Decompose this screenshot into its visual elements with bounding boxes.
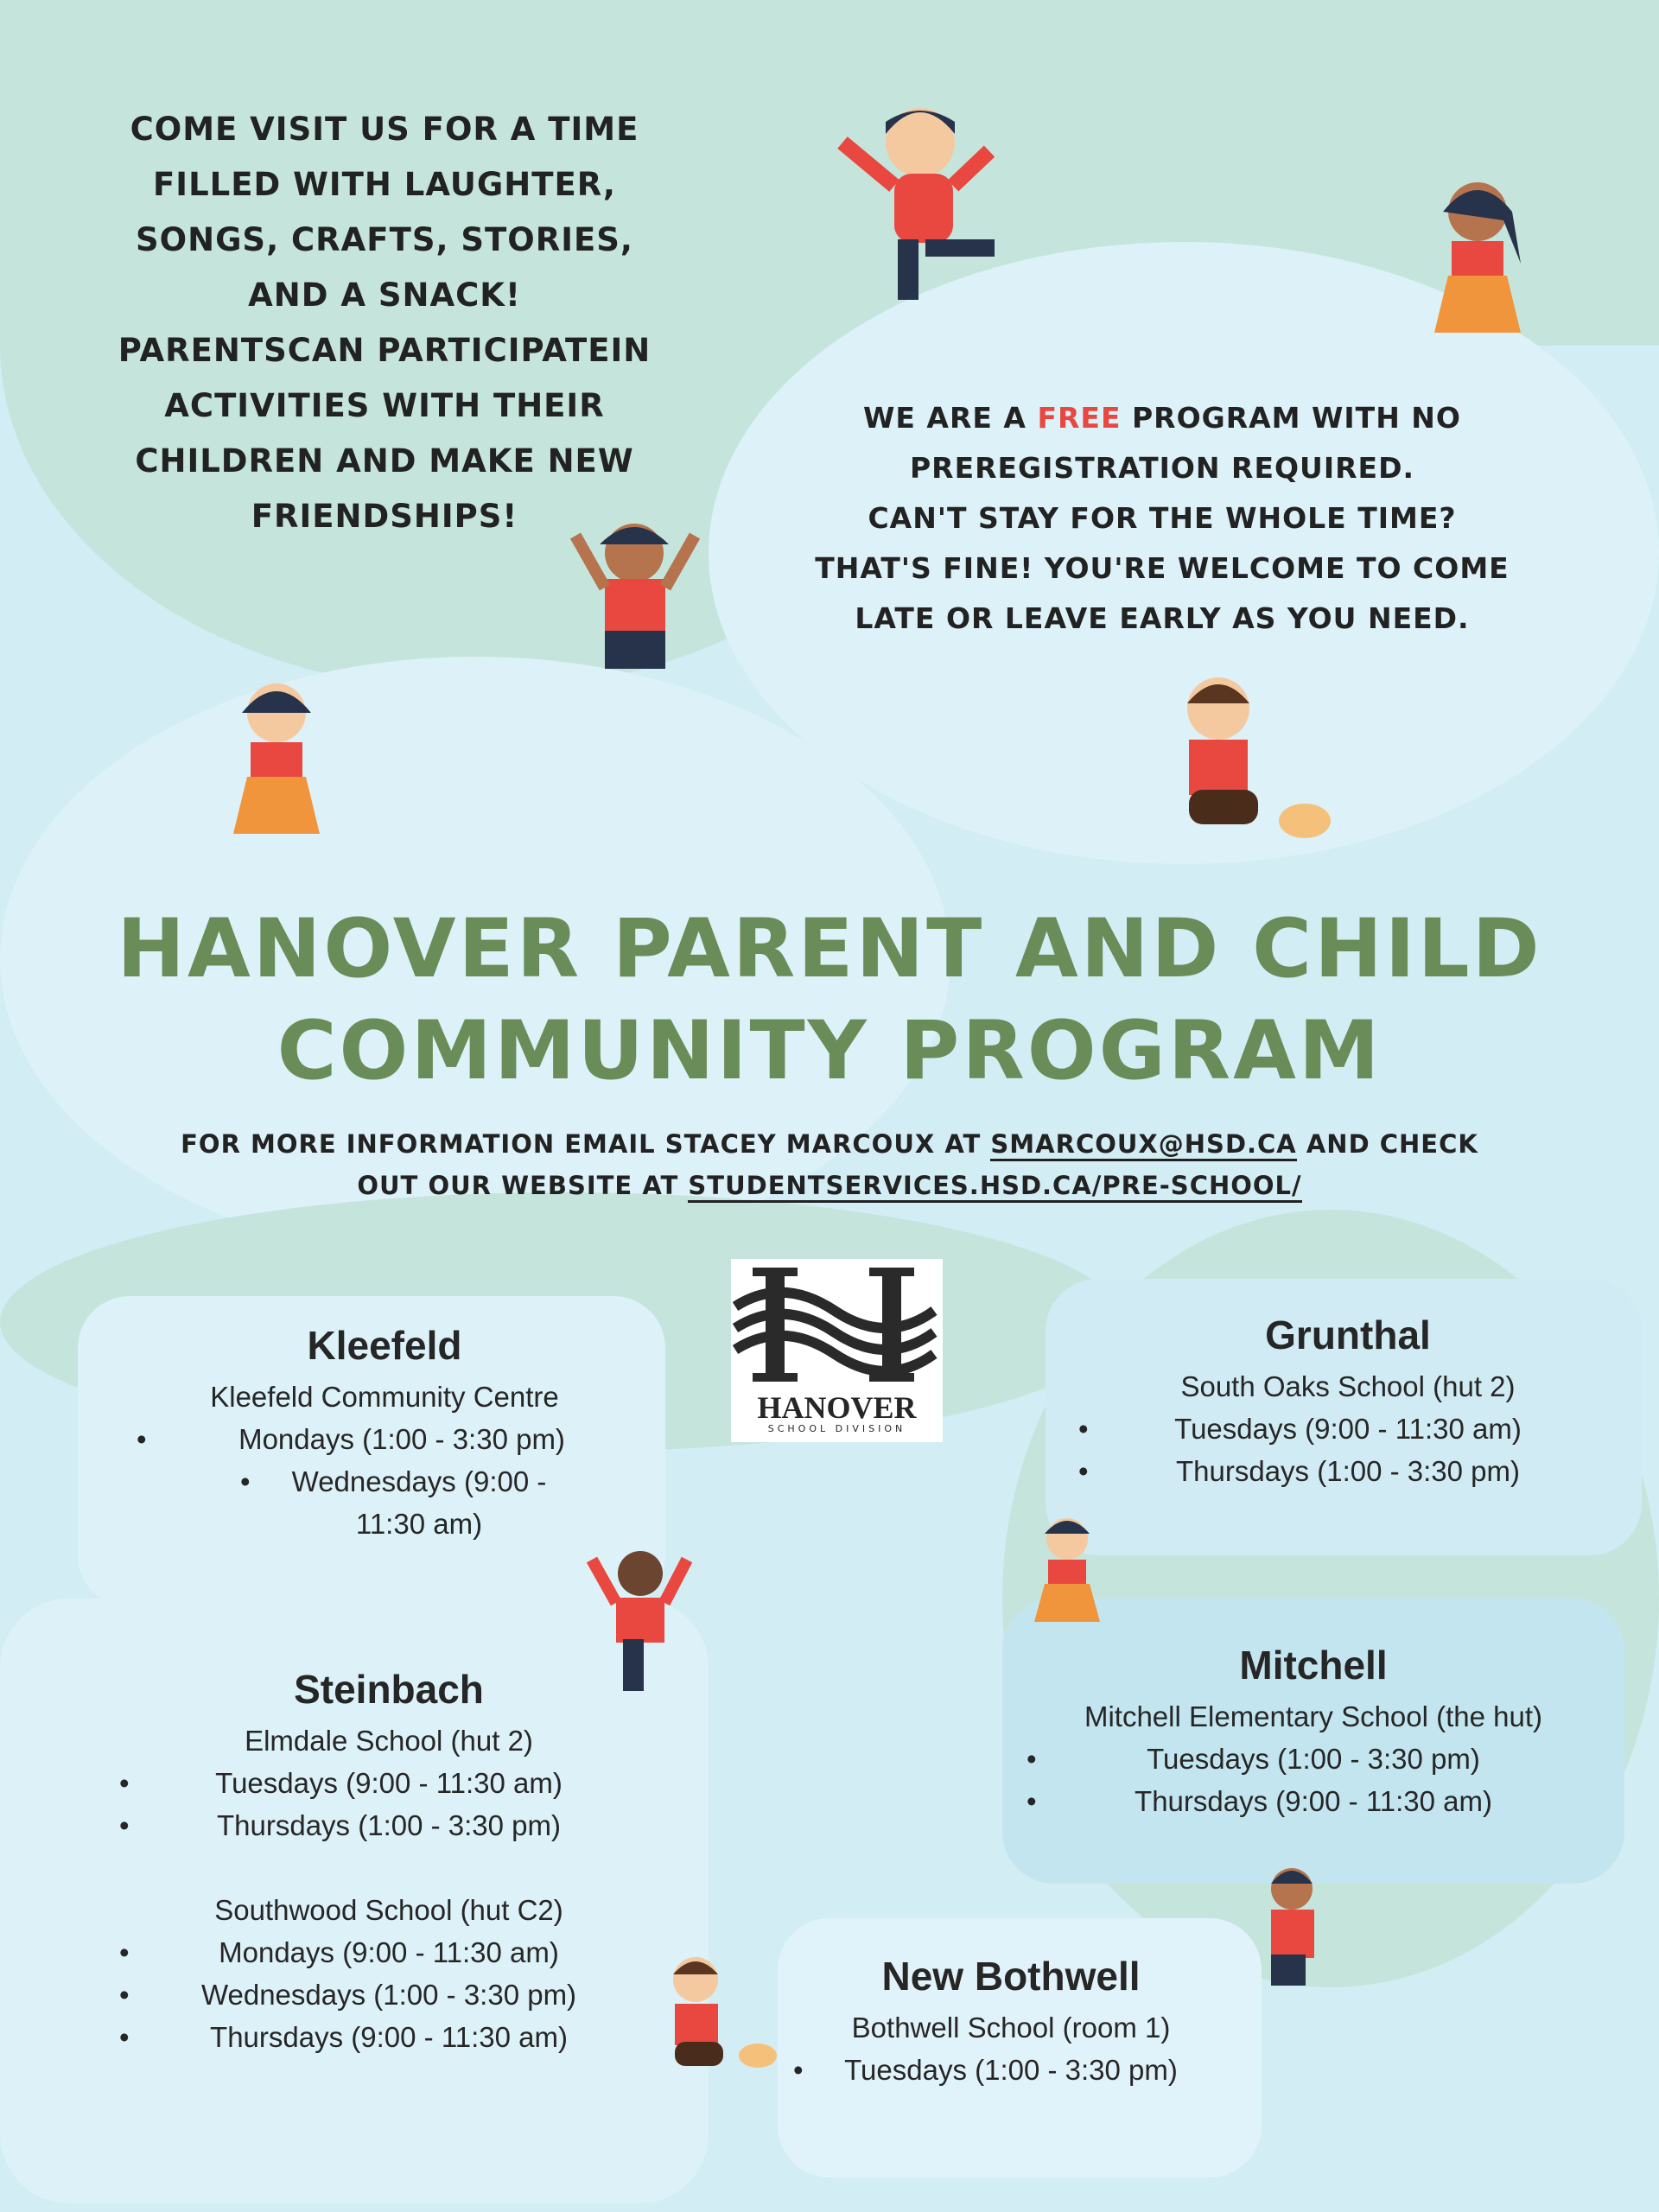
location-name: New Bothwell	[881, 1954, 1141, 1999]
intro-line: FILLED WITH LAUGHTER,	[153, 166, 616, 203]
intro-line: PREREGISTRATION REQUIRED.	[909, 451, 1415, 485]
location-kleefeld	[138, 1322, 631, 1545]
location-mitchell	[1028, 1642, 1599, 1822]
intro-line: CAN'T STAY FOR THE WHOLE TIME?	[868, 501, 1457, 535]
schedule-item: • Tuesdays (9:00 - 11:30 am)	[121, 1762, 657, 1804]
page-title	[0, 899, 1659, 1103]
schedule-item: • Wednesdays (1:00 - 3:30 pm)	[121, 1974, 657, 2016]
schedule-item: • Mondays (1:00 - 3:30 pm)	[138, 1418, 631, 1460]
schedule-item: • Tuesdays (1:00 - 3:30 pm)	[1028, 1738, 1599, 1780]
intro-line: FRIENDSHIPS!	[251, 498, 518, 535]
intro-line: CHILDREN AND MAKE NEW	[135, 442, 634, 480]
schedule-item: • Thursdays (9:00 - 11:30 am)	[121, 2016, 657, 2058]
text: PROGRAM WITH NO	[1121, 401, 1461, 435]
intro-line: PARENTSCAN PARTICIPATEIN	[118, 332, 652, 369]
intro-line: SONGS, CRAFTS, STORIES,	[136, 221, 633, 258]
child-illustration-icon	[1007, 1508, 1128, 1637]
child-illustration-icon	[199, 670, 354, 860]
title-line-1: HANOVER PARENT AND CHILD	[117, 902, 1542, 996]
location-site: South Oaks School (hut 2)	[1180, 1370, 1516, 1402]
hanover-logo	[731, 1259, 943, 1442]
free-line	[743, 393, 1581, 443]
schedule-item: • Mondays (9:00 - 11:30 am)	[121, 1931, 657, 1974]
intro-line: AND A SNACK!	[248, 276, 521, 314]
location-new-bothwell	[795, 1953, 1227, 2091]
intro-left-text	[43, 102, 726, 544]
location-name: Steinbach	[294, 1667, 484, 1712]
location-grunthal	[1080, 1312, 1616, 1492]
intro-line: THAT'S FINE! YOU'RE WELCOME TO COME	[815, 551, 1510, 585]
schedule-item: • Tuesdays (9:00 - 11:30 am)	[1080, 1408, 1616, 1450]
location-site: Elmdale School (hut 2)	[245, 1725, 533, 1757]
schedule-item: • Thursdays (9:00 - 11:30 am)	[1028, 1780, 1599, 1822]
title-line-2: COMMUNITY PROGRAM	[276, 1004, 1382, 1098]
free-highlight: FREE	[1037, 401, 1122, 435]
location-name: Mitchell	[1239, 1643, 1388, 1688]
logo-sub: SCHOOL DIVISION	[767, 1423, 906, 1434]
child-illustration-icon	[575, 1542, 704, 1698]
text: FOR MORE INFORMATION EMAIL STACEY MARCOUX AT	[181, 1129, 991, 1159]
location-site: Mitchell Elementary School (the hut)	[1084, 1700, 1543, 1732]
schedule-item: • Thursdays (1:00 - 3:30 pm)	[1080, 1450, 1616, 1492]
child-illustration-icon	[825, 91, 1033, 315]
intro-line: LATE OR LEAVE EARLY AS YOU NEED.	[855, 601, 1470, 635]
email-link[interactable]: SMARCOUX@HSD.CA	[990, 1129, 1296, 1161]
location-name: Kleefeld	[307, 1323, 462, 1368]
schedule-item: • Thursdays (1:00 - 3:30 pm)	[121, 1804, 657, 1847]
schedule-item: • Wednesdays (9:00 - 11:30 am)	[242, 1460, 562, 1545]
logo-name: HANOVER	[757, 1390, 917, 1425]
location-steinbach	[121, 1666, 657, 2058]
location-name: Grunthal	[1265, 1313, 1431, 1357]
child-illustration-icon	[562, 501, 709, 717]
child-painting-illustration-icon	[644, 1948, 782, 2078]
location-site: Bothwell School (room 1)	[851, 2012, 1171, 2044]
schedule-item: • Tuesdays (1:00 - 3:30 pm)	[795, 2049, 1227, 2091]
intro-line: COME VISIT US FOR A TIME	[130, 111, 639, 148]
text: OUT OUR WEBSITE AT	[357, 1171, 689, 1200]
child-painting-illustration-icon	[1141, 665, 1339, 847]
website-link[interactable]: STUDENTSERVICES.HSD.CA/PRE-SCHOOL/	[688, 1171, 1301, 1203]
text: AND CHECK	[1296, 1129, 1478, 1159]
intro-line: ACTIVITIES WITH THEIR	[164, 387, 605, 424]
location-site: Southwood School (hut C2)	[214, 1894, 563, 1926]
child-illustration-icon	[1240, 1858, 1344, 2013]
intro-right-text	[743, 393, 1581, 644]
contact-info	[0, 1123, 1659, 1206]
location-site: Kleefeld Community Centre	[210, 1381, 559, 1413]
hanover-h-icon	[731, 1259, 943, 1389]
text: WE ARE A	[863, 401, 1038, 435]
child-illustration-icon	[1400, 168, 1555, 359]
